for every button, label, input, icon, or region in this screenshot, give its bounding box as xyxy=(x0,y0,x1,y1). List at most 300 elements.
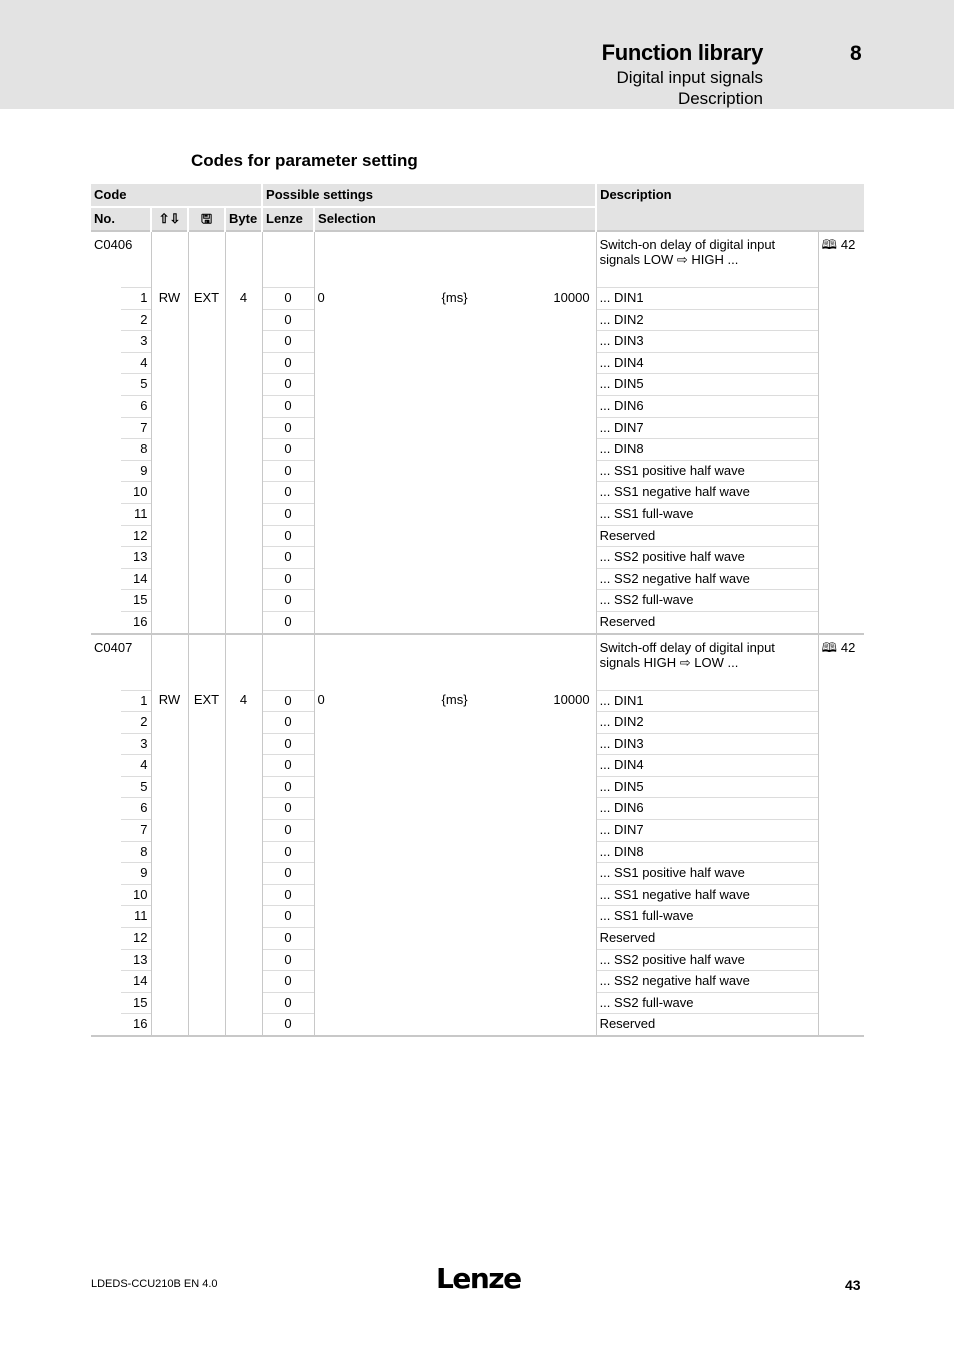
lenze-default: 0 xyxy=(262,712,314,734)
selection-cell xyxy=(314,690,596,712)
lenze-default: 0 xyxy=(262,590,314,612)
col-code-header: Code xyxy=(91,184,262,207)
byte-cell xyxy=(225,949,262,971)
empty-cell xyxy=(818,712,864,734)
access-cell xyxy=(151,611,188,633)
empty-cell xyxy=(818,949,864,971)
save-cell xyxy=(188,503,225,525)
table-body xyxy=(91,231,864,1036)
byte-cell xyxy=(225,503,262,525)
subcode-description: ... DIN5 xyxy=(596,776,818,798)
save-cell xyxy=(188,884,225,906)
empty-cell xyxy=(818,863,864,885)
access-cell xyxy=(151,417,188,439)
byte-cell xyxy=(225,712,262,734)
byte-cell xyxy=(225,331,262,353)
access-cell xyxy=(151,884,188,906)
indent-cell xyxy=(91,331,121,353)
indent-cell xyxy=(91,352,121,374)
table-row xyxy=(91,503,864,525)
header-band xyxy=(0,0,954,109)
selection-cell xyxy=(314,928,596,950)
byte-cell xyxy=(225,417,262,439)
indent-cell xyxy=(91,374,121,396)
save-cell xyxy=(188,971,225,993)
indent-cell xyxy=(91,611,121,633)
byte-cell xyxy=(225,820,262,842)
subcode-description: ... DIN8 xyxy=(596,841,818,863)
access-cell xyxy=(151,525,188,547)
table-row xyxy=(91,309,864,331)
table-row xyxy=(91,482,864,504)
table-row xyxy=(91,971,864,993)
lenze-default: 0 xyxy=(262,776,314,798)
save-cell xyxy=(188,928,225,950)
subcode-number: 9 xyxy=(121,460,151,482)
byte-cell xyxy=(225,395,262,417)
lenze-default: 0 xyxy=(262,395,314,417)
empty-cell xyxy=(818,547,864,569)
subcode-number: 16 xyxy=(121,1014,151,1036)
access-cell xyxy=(151,460,188,482)
selection-cell xyxy=(314,568,596,590)
empty-cell xyxy=(818,884,864,906)
page-number: 43 xyxy=(845,1277,861,1293)
save-cell xyxy=(188,949,225,971)
subcode-number: 1 xyxy=(121,288,151,310)
code-description: Switch-on delay of digital input signals LOW ⇨ HIGH ... xyxy=(596,231,818,288)
indent-cell xyxy=(91,949,121,971)
indent-cell xyxy=(91,906,121,928)
save-cell xyxy=(188,863,225,885)
lenze-default: 0 xyxy=(262,863,314,885)
empty-cell xyxy=(818,331,864,353)
empty-cell xyxy=(818,733,864,755)
selection-cell xyxy=(314,352,596,374)
byte-cell xyxy=(225,798,262,820)
save-cell xyxy=(188,460,225,482)
book-icon: 🕮 xyxy=(821,237,837,252)
indent-cell xyxy=(91,733,121,755)
subcode-description: Reserved xyxy=(596,611,818,633)
col-no-header: No. xyxy=(91,207,151,231)
selection-min: 0 xyxy=(317,289,325,305)
save-cell xyxy=(188,590,225,612)
subcode-number: 7 xyxy=(121,417,151,439)
access-cell xyxy=(151,733,188,755)
access-cell xyxy=(151,547,188,569)
indent-cell xyxy=(91,755,121,777)
save-cell xyxy=(188,417,225,439)
byte-cell xyxy=(225,928,262,950)
table-row xyxy=(91,949,864,971)
empty-cell xyxy=(818,352,864,374)
table-row xyxy=(91,590,864,612)
access-cell xyxy=(151,863,188,885)
subcode-description: ... SS1 negative half wave xyxy=(596,482,818,504)
lenze-default: 0 xyxy=(262,611,314,633)
indent-cell xyxy=(91,841,121,863)
access-cell: RW xyxy=(151,690,188,712)
empty-cell xyxy=(818,417,864,439)
save-cell xyxy=(188,374,225,396)
table-row xyxy=(91,439,864,461)
col-lenze-header: Lenze xyxy=(262,207,314,231)
empty-cell xyxy=(818,820,864,842)
indent-cell xyxy=(91,417,121,439)
selection-cell xyxy=(314,820,596,842)
empty-cell xyxy=(818,568,864,590)
lenze-default: 0 xyxy=(262,288,314,310)
access-cell: RW xyxy=(151,288,188,310)
byte-cell xyxy=(225,525,262,547)
indent-cell xyxy=(91,482,121,504)
subcode-number: 5 xyxy=(121,776,151,798)
code-cell: C0407 xyxy=(91,634,151,691)
subcode-number: 12 xyxy=(121,928,151,950)
subcode-number: 10 xyxy=(121,884,151,906)
page-reference xyxy=(818,231,864,288)
subcode-number: 12 xyxy=(121,525,151,547)
empty-cell xyxy=(818,1014,864,1036)
table-row xyxy=(91,906,864,928)
save-cell xyxy=(188,712,225,734)
subcode-description: ... SS1 negative half wave xyxy=(596,884,818,906)
col-selection-header: Selection xyxy=(314,207,596,231)
access-cell xyxy=(151,841,188,863)
selection-unit: {ms} xyxy=(441,692,468,707)
subcode-number: 13 xyxy=(121,949,151,971)
save-cell xyxy=(188,798,225,820)
empty-cell xyxy=(314,231,596,288)
empty-cell xyxy=(818,776,864,798)
lenze-default: 0 xyxy=(262,949,314,971)
subcode-description: ... DIN1 xyxy=(596,690,818,712)
byte-cell xyxy=(225,992,262,1014)
indent-cell xyxy=(91,525,121,547)
save-cell xyxy=(188,331,225,353)
indent-cell xyxy=(91,992,121,1014)
table-row xyxy=(91,712,864,734)
subcode-description: ... DIN7 xyxy=(596,417,818,439)
lenze-default: 0 xyxy=(262,884,314,906)
empty-cell xyxy=(818,460,864,482)
byte-cell xyxy=(225,460,262,482)
indent-cell xyxy=(91,776,121,798)
indent-cell xyxy=(91,309,121,331)
save-cell xyxy=(188,395,225,417)
empty-cell xyxy=(818,971,864,993)
selection-cell xyxy=(314,395,596,417)
indent-cell xyxy=(91,547,121,569)
table-row xyxy=(91,547,864,569)
access-cell xyxy=(151,331,188,353)
save-icon: 🖫 xyxy=(188,207,225,231)
subcode-number: 16 xyxy=(121,611,151,633)
byte-cell xyxy=(225,374,262,396)
selection-cell xyxy=(314,309,596,331)
subcode-description: ... SS1 positive half wave xyxy=(596,460,818,482)
indent-cell xyxy=(91,288,121,310)
subcode-description: ... DIN2 xyxy=(596,309,818,331)
table-row xyxy=(91,755,864,777)
lenze-default: 0 xyxy=(262,820,314,842)
byte-cell xyxy=(225,776,262,798)
subcode-number: 11 xyxy=(121,503,151,525)
selection-cell xyxy=(314,863,596,885)
table-row xyxy=(91,884,864,906)
code-row xyxy=(91,634,864,691)
subcode-description: ... DIN2 xyxy=(596,712,818,734)
subcode-description: ... SS2 full-wave xyxy=(596,992,818,1014)
byte-cell xyxy=(225,590,262,612)
indent-cell xyxy=(91,568,121,590)
access-cell xyxy=(151,776,188,798)
table-header-row-1 xyxy=(91,184,864,207)
page-title: Function library xyxy=(601,40,763,65)
page-subtitle: Digital input signals xyxy=(616,68,763,87)
subcode-description: ... DIN8 xyxy=(596,439,818,461)
save-cell: EXT xyxy=(188,690,225,712)
subcode-number: 3 xyxy=(121,331,151,353)
empty-cell xyxy=(225,634,262,691)
subcode-number: 2 xyxy=(121,309,151,331)
access-icon: ⇧⇩ xyxy=(151,207,188,231)
lenze-default: 0 xyxy=(262,503,314,525)
empty-cell xyxy=(818,503,864,525)
selection-cell xyxy=(314,525,596,547)
subcode-number: 15 xyxy=(121,992,151,1014)
subcode-number: 9 xyxy=(121,863,151,885)
table-row xyxy=(91,374,864,396)
book-icon: 🕮 xyxy=(821,639,837,655)
selection-cell xyxy=(314,733,596,755)
access-cell xyxy=(151,798,188,820)
access-cell xyxy=(151,1014,188,1036)
lenze-default: 0 xyxy=(262,460,314,482)
save-cell xyxy=(188,611,225,633)
access-cell xyxy=(151,503,188,525)
save-cell xyxy=(188,352,225,374)
access-cell xyxy=(151,352,188,374)
byte-cell: 4 xyxy=(225,288,262,310)
subcode-number: 14 xyxy=(121,971,151,993)
table-row xyxy=(91,568,864,590)
table-row xyxy=(91,1014,864,1036)
byte-cell xyxy=(225,755,262,777)
byte-cell: 4 xyxy=(225,690,262,712)
subcode-description: ... SS2 full-wave xyxy=(596,590,818,612)
save-cell xyxy=(188,309,225,331)
save-cell xyxy=(188,547,225,569)
selection-unit: {ms} xyxy=(441,289,468,305)
subcode-description: ... DIN3 xyxy=(596,331,818,353)
empty-cell xyxy=(818,590,864,612)
table-row xyxy=(91,611,864,633)
empty-cell xyxy=(818,439,864,461)
empty-cell xyxy=(818,690,864,712)
access-cell xyxy=(151,374,188,396)
empty-cell xyxy=(818,482,864,504)
empty-cell xyxy=(188,231,225,288)
access-cell xyxy=(151,971,188,993)
subcode-description: ... DIN1 xyxy=(596,288,818,310)
lenze-default: 0 xyxy=(262,331,314,353)
save-cell xyxy=(188,733,225,755)
subcode-number: 7 xyxy=(121,820,151,842)
selection-cell xyxy=(314,374,596,396)
byte-cell xyxy=(225,482,262,504)
parameter-table xyxy=(91,184,864,1037)
lenze-default: 0 xyxy=(262,971,314,993)
subcode-number: 15 xyxy=(121,590,151,612)
empty-cell xyxy=(262,634,314,691)
lenze-default: 0 xyxy=(262,352,314,374)
lenze-default: 0 xyxy=(262,755,314,777)
selection-max: 10000 xyxy=(553,692,590,707)
subcode-description: ... DIN5 xyxy=(596,374,818,396)
lenze-default: 0 xyxy=(262,439,314,461)
save-cell xyxy=(188,776,225,798)
selection-cell xyxy=(314,439,596,461)
save-cell xyxy=(188,482,225,504)
byte-cell xyxy=(225,863,262,885)
subcode-number: 6 xyxy=(121,395,151,417)
empty-cell xyxy=(818,906,864,928)
save-cell xyxy=(188,525,225,547)
subcode-description: ... DIN7 xyxy=(596,820,818,842)
empty-cell xyxy=(818,928,864,950)
byte-cell xyxy=(225,906,262,928)
table-row xyxy=(91,288,864,310)
empty-cell xyxy=(818,525,864,547)
byte-cell xyxy=(225,547,262,569)
subcode-number: 1 xyxy=(121,690,151,712)
selection-cell xyxy=(314,906,596,928)
selection-cell xyxy=(314,755,596,777)
selection-cell xyxy=(314,712,596,734)
selection-min: 0 xyxy=(317,692,325,707)
byte-cell xyxy=(225,733,262,755)
subcode-number: 11 xyxy=(121,906,151,928)
subcode-description: ... SS1 positive half wave xyxy=(596,863,818,885)
code-cell: C0406 xyxy=(91,231,151,288)
subcode-description: ... DIN3 xyxy=(596,733,818,755)
byte-cell xyxy=(225,971,262,993)
empty-cell xyxy=(818,374,864,396)
empty-cell xyxy=(818,798,864,820)
chapter-number: 8 xyxy=(850,42,862,65)
table-row xyxy=(91,690,864,712)
save-cell xyxy=(188,439,225,461)
empty-cell xyxy=(314,634,596,691)
table-row xyxy=(91,331,864,353)
selection-cell xyxy=(314,288,596,310)
lenze-default: 0 xyxy=(262,568,314,590)
save-cell xyxy=(188,841,225,863)
subcode-description: ... SS2 negative half wave xyxy=(596,971,818,993)
empty-cell xyxy=(818,288,864,310)
subcode-description: ... SS2 positive half wave xyxy=(596,547,818,569)
access-cell xyxy=(151,712,188,734)
subcode-description: Reserved xyxy=(596,1014,818,1036)
save-cell xyxy=(188,568,225,590)
indent-cell xyxy=(91,395,121,417)
save-cell xyxy=(188,992,225,1014)
save-cell xyxy=(188,755,225,777)
subcode-number: 4 xyxy=(121,755,151,777)
indent-cell xyxy=(91,690,121,712)
save-cell xyxy=(188,820,225,842)
selection-cell xyxy=(314,992,596,1014)
subcode-description: ... DIN6 xyxy=(596,798,818,820)
selection-cell xyxy=(314,841,596,863)
lenze-default: 0 xyxy=(262,798,314,820)
indent-cell xyxy=(91,460,121,482)
empty-cell xyxy=(225,231,262,288)
byte-cell xyxy=(225,439,262,461)
subcode-description: Reserved xyxy=(596,928,818,950)
indent-cell xyxy=(91,820,121,842)
selection-cell xyxy=(314,884,596,906)
empty-cell xyxy=(818,992,864,1014)
access-cell xyxy=(151,928,188,950)
subcode-number: 13 xyxy=(121,547,151,569)
indent-cell xyxy=(91,884,121,906)
byte-cell xyxy=(225,611,262,633)
indent-cell xyxy=(91,928,121,950)
table-row xyxy=(91,352,864,374)
selection-cell xyxy=(314,482,596,504)
empty-cell xyxy=(818,309,864,331)
subcode-number: 14 xyxy=(121,568,151,590)
table-row xyxy=(91,863,864,885)
indent-cell xyxy=(91,439,121,461)
lenze-default: 0 xyxy=(262,906,314,928)
subcode-description: ... SS2 positive half wave xyxy=(596,949,818,971)
byte-cell xyxy=(225,841,262,863)
empty-cell xyxy=(262,231,314,288)
selection-cell xyxy=(314,611,596,633)
empty-cell xyxy=(151,231,188,288)
indent-cell xyxy=(91,863,121,885)
lenze-default: 0 xyxy=(262,417,314,439)
empty-cell xyxy=(818,841,864,863)
document-id: LDEDS-CCU210B EN 4.0 xyxy=(91,1278,218,1290)
indent-cell xyxy=(91,503,121,525)
save-cell xyxy=(188,906,225,928)
table-row xyxy=(91,395,864,417)
save-cell: EXT xyxy=(188,288,225,310)
selection-cell xyxy=(314,503,596,525)
empty-cell xyxy=(818,611,864,633)
page-reference-number: 42 xyxy=(840,237,856,252)
access-cell xyxy=(151,568,188,590)
empty-cell xyxy=(188,634,225,691)
page-reference xyxy=(818,634,864,691)
subcode-number: 5 xyxy=(121,374,151,396)
save-cell xyxy=(188,1014,225,1036)
access-cell xyxy=(151,482,188,504)
subcode-number: 2 xyxy=(121,712,151,734)
selection-cell xyxy=(314,1014,596,1036)
empty-cell xyxy=(818,755,864,777)
empty-cell xyxy=(151,634,188,691)
subcode-number: 3 xyxy=(121,733,151,755)
code-description: Switch-off delay of digital input signals HIGH ⇨ LOW ... xyxy=(596,634,818,691)
col-byte-header: Byte xyxy=(225,207,262,231)
table-row xyxy=(91,820,864,842)
